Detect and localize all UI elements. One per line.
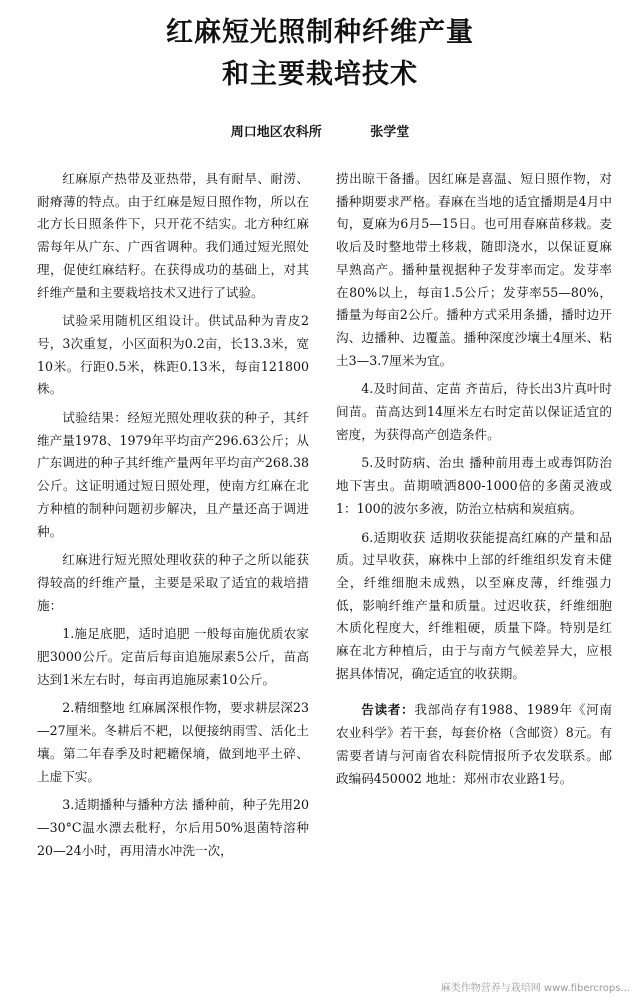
watermark: 麻类作物营养与栽培网 www.fibercrops... xyxy=(440,983,630,994)
paragraph-sowing: 3.适期播种与播种方法 播种前，种子先用20—30°C温水漂去秕籽，尔后用50%退菌特溶种20—24小时，再用清水冲洗一次， xyxy=(37,797,309,858)
author-institution: 周口地区农科所 xyxy=(230,125,322,140)
reader-notice-text: 我部尚存有1988、1989年《河南农业科学》若干套，每套价格（含邮资）8元。有需要者请与河南省农科院情报所予农发联系。邮政编码450002 地址：郑州市农业路1号。 xyxy=(336,702,613,786)
paragraph-harvest: 6.适期收获 适期收获能提高红麻的产量和品质。过早收获，麻株中上部的纤维组织发育未健全，纤维细胞未成熟，以至麻皮薄，纤维强力低，影响纤维产量和质量。过迟收获，纤维细胞木质化程度大，纤维粗硬，质量下降。特别是红麻在北方种植后，由于与南方气候差异大，应根据具体情况，确定适宜的收获期。 xyxy=(336,529,612,681)
right-column xyxy=(336,168,612,796)
article-title-line2: 和主要栽培技术 xyxy=(222,59,418,90)
author-name: 张学堂 xyxy=(370,125,410,140)
paragraph-intro: 红麻原产热带及亚热带，具有耐旱、耐涝、耐瘠薄的特点。由于红麻是短日照作物，所以在北方长日照条件下，只开花不结实。北方种红麻需每年从广东、广西省调种。我们通过短光照处理，促使红麻结籽。在获得成功的基础上，对其纤维产量和主要栽培技术又进行了试验。 xyxy=(37,171,309,300)
paragraph-land-prep: 2.精细整地 红麻属深根作物，要求耕层深23—27厘米。冬耕后不耙，以便接纳雨雪、活化土壤。第二年春季及时耙耱保墒，做到地平土碎、上虚下实。 xyxy=(37,700,309,784)
paragraph-results: 试验结果：经短光照处理收获的种子，其纤维产量1978、1979年平均亩产296.63公斤；从广东调进的种子其纤维产量两年平均亩产268.38公斤。这证明通过短日照处理，使南方红麻在北方种植的制种问题初步解决，且产量还高于调进种。 xyxy=(37,410,309,539)
paragraph-fertilizer: 1.施足底肥，适时追肥 一般每亩施优质农家肥3000公斤。定苗后每亩追施尿素5公斤，苗高达到1米左右时，每亩再追施尿素10公斤。 xyxy=(37,626,309,687)
paragraph-measures-intro: 红麻进行短光照处理收获的种子之所以能获得较高的纤维产量，主要是采取了适宜的栽培措施： xyxy=(37,552,309,613)
article-title-line1: 红麻短光照制种纤维产量 xyxy=(166,17,474,48)
paragraph-sowing-continued: 捞出晾干备播。因红麻是喜温、短日照作物，对播种期要求严格。春麻在当地的适宜播期是4月中旬，夏麻为6月5—15日。也可用春麻苗移栽。麦收后及时整地带土移栽，随即浇水，以保证夏麻早熟高产。播种量视据种子发芽率而定。发芽率在80%以上，每亩1.5公斤；发芽率55—80%，播量为每亩2公斤。播种方式采用条播，播时边开沟、边播种、边覆盖。播种深度沙壤土4厘米、粘土3—3.7厘米为宜。 xyxy=(336,171,612,368)
paragraph-pest-control: 5.及时防病、治虫 播种前用毒土或毒饵防治地下害虫。苗期喷洒800-1000倍的多菌灵液或1：100的波尔多液，防治立枯病和炭疽病。 xyxy=(336,455,612,516)
paragraph-design: 试验采用随机区组设计。供试品种为青皮2号，3次重复，小区面积为0.2亩，长13.3米，宽10米。行距0.5米，株距0.13米，每亩121800株。 xyxy=(37,313,309,397)
paragraph-thinning: 4.及时间苗、定苗 齐苗后，待长出3片真叶时间苗。苗高达到14厘米左右时定苗以保证适宜的密度，为获得高产创造条件。 xyxy=(336,381,612,442)
reader-notice-lead: 告读者： xyxy=(361,702,415,718)
reader-notice xyxy=(336,699,612,790)
byline xyxy=(0,124,640,142)
left-column xyxy=(37,168,309,868)
